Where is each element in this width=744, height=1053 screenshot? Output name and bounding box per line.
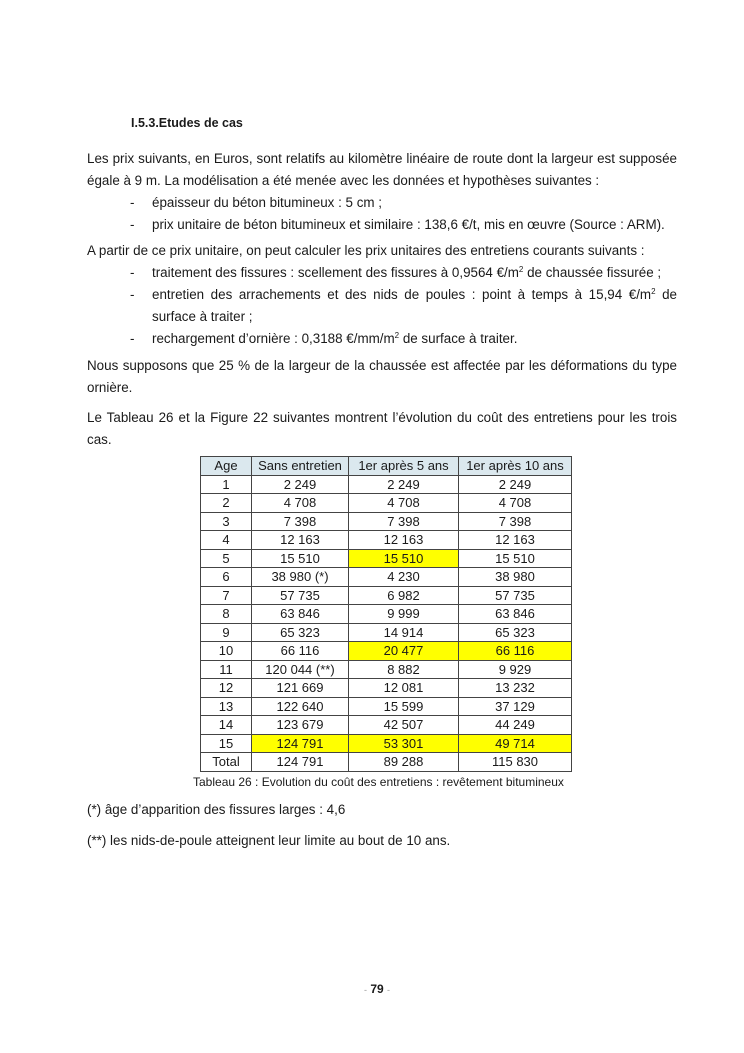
- cost-cell: 15 510: [252, 549, 349, 568]
- cost-cell: 115 830: [459, 753, 572, 772]
- cost-cell: 12 081: [349, 679, 459, 698]
- age-cell: 9: [201, 623, 252, 642]
- table-header-row: [201, 457, 572, 476]
- cost-cell: 44 249: [459, 716, 572, 735]
- intro-line-2: égale à 9 m. La modélisation a été menée avec les données et hypothèses suivantes :: [87, 173, 600, 188]
- age-cell: 2: [201, 494, 252, 513]
- cost-cell: 66 116: [459, 642, 572, 661]
- bullet-dash-icon: -: [130, 265, 135, 280]
- table-row: [201, 586, 572, 605]
- age-cell: 5: [201, 549, 252, 568]
- cost-cell: 66 116: [252, 642, 349, 661]
- table-row: [201, 494, 572, 513]
- table-row: [201, 660, 572, 679]
- cost-cell: 120 044 (**): [252, 660, 349, 679]
- table-row: [201, 697, 572, 716]
- age-cell: 1: [201, 475, 252, 494]
- cost-cell: 2 249: [252, 475, 349, 494]
- section-heading: I.5.3.Etudes de cas: [131, 116, 243, 130]
- bullet-dash-icon: -: [130, 217, 135, 232]
- page-number: - 79 -: [364, 982, 391, 996]
- cost-cell: 12 163: [459, 531, 572, 550]
- cost-cell: 8 882: [349, 660, 459, 679]
- assumption-paragraph: Nous supposons que 25 % de la largeur de la chaussée est affectée par les déformations du type ornière.: [87, 358, 677, 395]
- table-row: [201, 568, 572, 587]
- table-row: [201, 734, 572, 753]
- list-item: - entretien des arrachements et des nids de poules : point à temps à 15,94 $€/m^2$ de surface à traiter ;: [87, 284, 677, 328]
- cost-cell: 4 230: [349, 568, 459, 587]
- age-cell: 11: [201, 660, 252, 679]
- bullet-dash-icon: -: [130, 195, 135, 210]
- age-cell: 7: [201, 586, 252, 605]
- age-cell: 14: [201, 716, 252, 735]
- cost-cell: 4 708: [252, 494, 349, 513]
- bullet-dash-icon: -: [130, 331, 135, 346]
- table-row: [201, 549, 572, 568]
- table-row: [201, 753, 572, 772]
- cost-cell: 7 398: [459, 512, 572, 531]
- age-cell: 4: [201, 531, 252, 550]
- footnote-1: (*) âge d’apparition des fissures larges : 4,6: [87, 802, 346, 817]
- table-caption: Tableau 26 : Evolution du coût des entretiens : revêtement bitumineux: [193, 775, 564, 789]
- cost-cell: 49 714: [459, 734, 572, 753]
- cost-cell: 37 129: [459, 697, 572, 716]
- age-cell: 6: [201, 568, 252, 587]
- cost-cell: 2 249: [459, 475, 572, 494]
- cost-cell: 65 323: [459, 623, 572, 642]
- table-row: [201, 642, 572, 661]
- table-row: [201, 475, 572, 494]
- cost-table: [200, 456, 572, 772]
- cost-cell: 6 982: [349, 586, 459, 605]
- cost-cell: 7 398: [349, 512, 459, 531]
- unit-prices-list: [87, 262, 677, 350]
- cost-cell: 38 980: [459, 568, 572, 587]
- header-apres-10-ans: 1er après 10 ans: [459, 457, 572, 476]
- cost-cell: 38 980 (*): [252, 568, 349, 587]
- cost-cell: 57 735: [459, 586, 572, 605]
- bullet-dash-icon: -: [130, 287, 135, 302]
- cost-cell: 63 846: [252, 605, 349, 624]
- cost-cell: 57 735: [252, 586, 349, 605]
- cost-cell: 20 477: [349, 642, 459, 661]
- cost-cell: 63 846: [459, 605, 572, 624]
- table-row: [201, 605, 572, 624]
- cost-cell: 42 507: [349, 716, 459, 735]
- table-body: [201, 475, 572, 771]
- table-row: [201, 716, 572, 735]
- header-sans-entretien: Sans entretien: [252, 457, 349, 476]
- age-cell: 3: [201, 512, 252, 531]
- cost-cell: 7 398: [252, 512, 349, 531]
- cost-cell: 15 510: [459, 549, 572, 568]
- list-item: - épaisseur du béton bitumineux : 5 cm ;: [87, 192, 677, 214]
- cost-cell: 124 791: [252, 734, 349, 753]
- table-intro-paragraph: Le Tableau 26 et la Figure 22 suivantes montrent l’évolution du coût des entretiens pour les trois cas.: [87, 410, 677, 447]
- cost-cell: 4 708: [459, 494, 572, 513]
- cost-cell: 65 323: [252, 623, 349, 642]
- intro-paragraph: [87, 148, 677, 192]
- cost-cell: 9 929: [459, 660, 572, 679]
- age-cell: 8: [201, 605, 252, 624]
- age-cell: 10: [201, 642, 252, 661]
- header-apres-5-ans: 1er après 5 ans: [349, 457, 459, 476]
- hypotheses-list: [87, 192, 677, 236]
- table-row: [201, 531, 572, 550]
- cost-cell: 2 249: [349, 475, 459, 494]
- cost-cell: 13 232: [459, 679, 572, 698]
- table-row: [201, 512, 572, 531]
- cost-cell: 15 510: [349, 549, 459, 568]
- list-item: - traitement des fissures : scellement des fissures à 0,9564 $€/m^2$ de chaussée fissurée ;: [87, 262, 677, 284]
- list-item: - prix unitaire de béton bitumineux et similaire : 138,6 €/t, mis en œuvre (Source : ARM).: [87, 214, 677, 236]
- age-cell: 13: [201, 697, 252, 716]
- table-row: [201, 679, 572, 698]
- cost-cell: 121 669: [252, 679, 349, 698]
- age-cell: Total: [201, 753, 252, 772]
- intro-line-1: Les prix suivants, en Euros, sont relatifs au kilomètre linéaire de route dont la largeur est supposée: [87, 151, 677, 166]
- cost-cell: 122 640: [252, 697, 349, 716]
- cost-cell: 15 599: [349, 697, 459, 716]
- cost-cell: 4 708: [349, 494, 459, 513]
- calc-intro: A partir de ce prix unitaire, on peut calculer les prix unitaires des entretiens courants suivants :: [87, 243, 645, 258]
- cost-cell: 12 163: [252, 531, 349, 550]
- cost-cell: 123 679: [252, 716, 349, 735]
- cost-cell: 12 163: [349, 531, 459, 550]
- age-cell: 12: [201, 679, 252, 698]
- table-row: [201, 623, 572, 642]
- age-cell: 15: [201, 734, 252, 753]
- cost-cell: 124 791: [252, 753, 349, 772]
- cost-cell: 89 288: [349, 753, 459, 772]
- list-item: - rechargement d’ornière : 0,3188 $€/mm/m^2$ de surface à traiter.: [87, 328, 677, 350]
- footnote-2: (**) les nids-de-poule atteignent leur limite au bout de 10 ans.: [87, 833, 451, 848]
- cost-cell: 14 914: [349, 623, 459, 642]
- header-age: Age: [201, 457, 252, 476]
- cost-cell: 53 301: [349, 734, 459, 753]
- cost-cell: 9 999: [349, 605, 459, 624]
